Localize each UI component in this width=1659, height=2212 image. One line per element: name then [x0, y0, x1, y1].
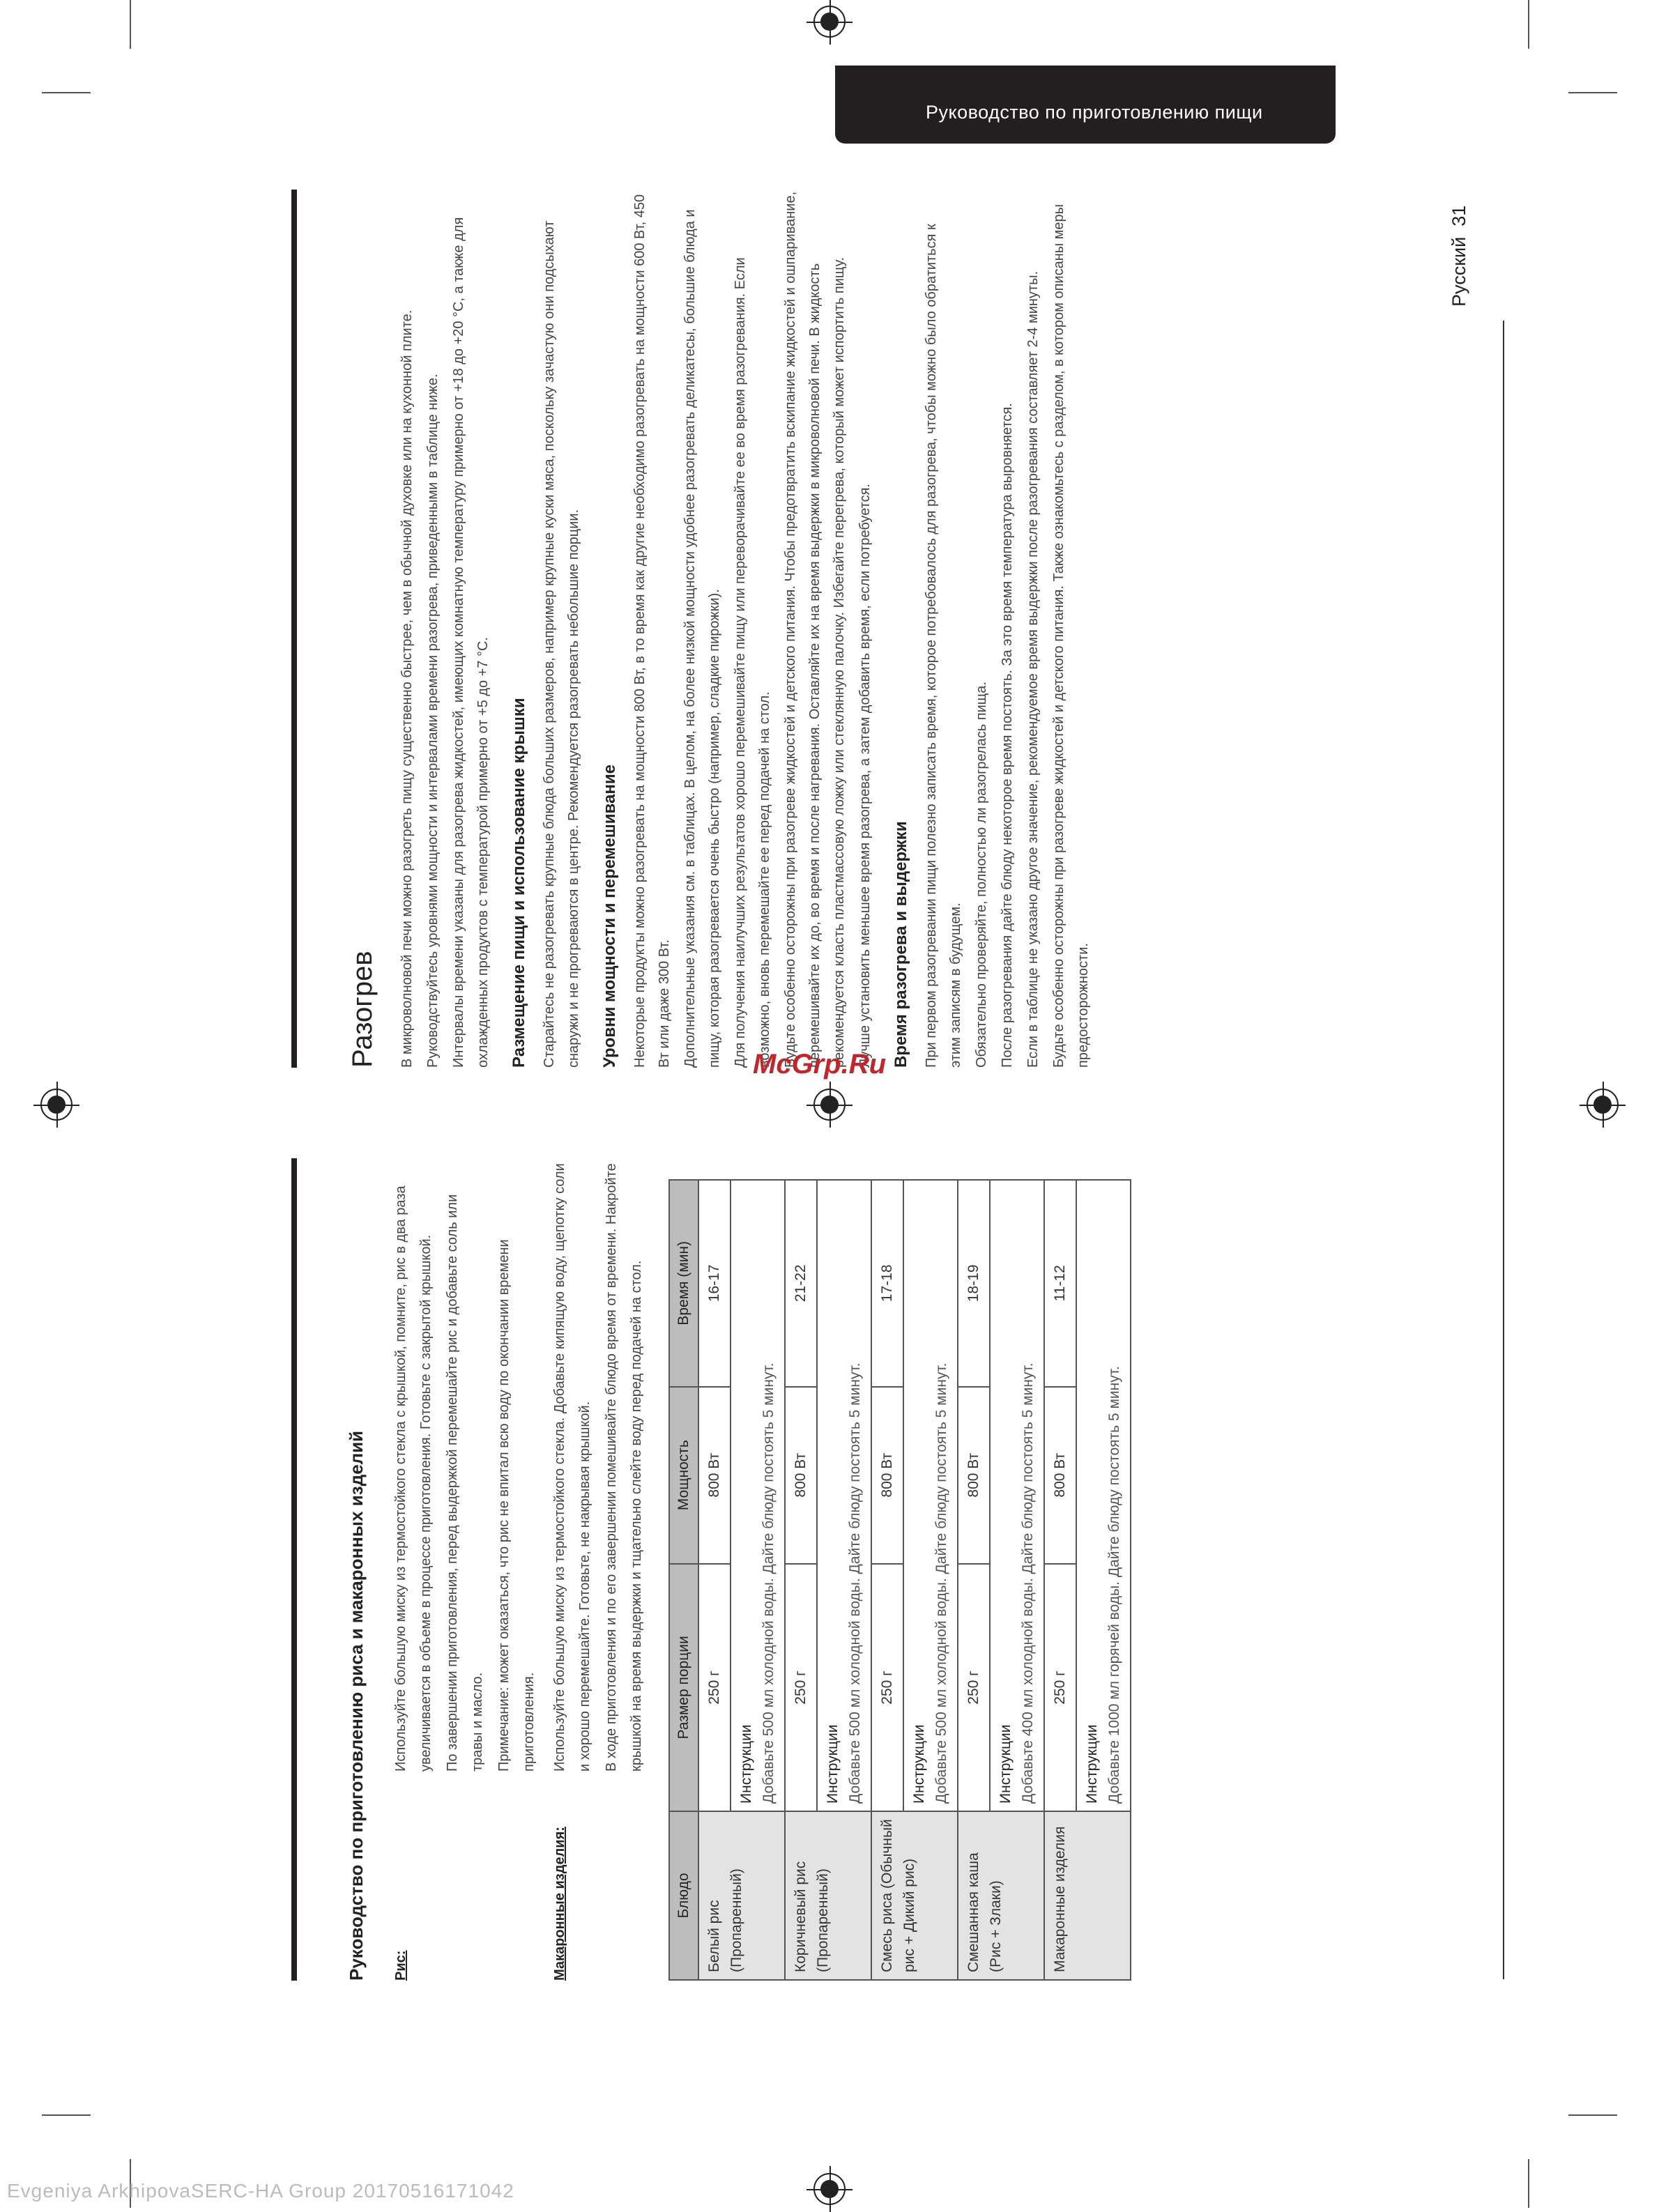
crop-mark: [1528, 2159, 1529, 2208]
crop-mark: [42, 92, 91, 93]
pasta-definition: [547, 1158, 650, 1981]
dish-cell: Смешанная каша (Рис + Злаки): [958, 1811, 1044, 1980]
time-cell: 16-17: [698, 1180, 731, 1387]
instructions-cell: [817, 1180, 871, 1811]
intro-paragraph: В микроволновой печи можно разогреть пищу существенно быстрее, чем в обычной духовке или на кухонной плите.: [399, 309, 415, 1068]
instructions-text: Добавьте 400 мл холодной воды. Дайте блюду постоять 5 минут.: [1020, 1362, 1036, 1804]
header-time: Время (мин): [669, 1180, 698, 1387]
instructions-text: Добавьте 500 мл холодной воды. Дайте блюду постоять 5 минут.: [847, 1362, 863, 1804]
section-paragraph: Для получения наилучших результатов хорошо перемешивайте пищу или переворачивайте ее во время разогревания. Если возможно, вновь перемешайте ее перед подачей на стол.: [733, 257, 772, 1068]
registration-mark-icon: [1587, 1089, 1619, 1121]
pasta-line: В ходе приготовления и по его завершении помешивайте блюдо время от времени. Накройте крышкой на время выдержки и тщательно слейте воду перед подачей на стол.: [604, 1163, 644, 1772]
table-row: [698, 1180, 731, 1980]
section-paragraph: При первом разогревании пищи полезно записать время, которое потребовалось для разогрева, чтобы можно было обратиться к этим записям в будущем.: [924, 224, 963, 1068]
dish-cell: Макаронные изделия: [1044, 1811, 1131, 1980]
instructions-cell: [731, 1180, 785, 1811]
table-row: [1044, 1180, 1076, 1980]
section-paragraph: После разогревания дайте блюду некоторое время постоять. За это время температура выровняется.: [1000, 403, 1015, 1068]
header-title: Руководство по приготовлению пищи: [926, 102, 1263, 123]
rice-definition: [388, 1158, 543, 1981]
section-paragraph: Будьте особенно осторожны при разогреве жидкостей и детского питания. Чтобы предотвратить вскипание жидкостей и ошпаривание, перемешивайте их до, во время и после нагревания. Оставляйте их на время выдержки в микроволновой печи. В жидкость рекомендуется класть пластмассовую ложку или стеклянную палочку. Избегайте перегрева, который может испортить пищу.: [783, 191, 847, 1068]
crop-mark: [42, 2114, 91, 2116]
section-paragraph: Дополнительные указания см. в таблицах. В целом, на более низкой мощности удобнее разогревать деликатесы, большие блюда и пищу, которая разогревается очень быстро (например, сладкие пирожки).: [682, 209, 722, 1068]
power-cell: 800 Вт: [1044, 1387, 1076, 1564]
section-paragraph: Лучше установить меньшее время разогрева, а затем добавить время, если потребуется.: [857, 484, 873, 1068]
rotated-content: [291, 183, 1372, 1981]
page-language: Русский: [1448, 236, 1469, 307]
rice-line: По завершении приготовления, перед выдержкой перемешайте рис и добавьте соль или травы и масло.: [445, 1194, 485, 1772]
table-row: [871, 1180, 903, 1980]
section-paragraph: Некоторые продукты можно разогревать на мощности 800 Вт, в то время как другие необходимо разогревать на мощности 600 Вт, 450 Вт или даже 300 Вт.: [632, 194, 672, 1068]
table-row: [958, 1180, 990, 1980]
portion-cell: 250 г: [958, 1564, 990, 1811]
time-cell: 18-19: [958, 1180, 990, 1387]
site-watermark: McGrp.Ru: [753, 1049, 887, 1080]
instructions-label: Инструкции: [825, 1724, 841, 1804]
intro-paragraph: Интервалы времени указаны для разогрева жидкостей, имеющих комнатную температуру примерно от +18 до +20 °C, а также для охлажденных продуктов с температурой примерно от +5 до +7 °C.: [451, 217, 491, 1068]
intro-paragraph: Руководствуйтесь уровнями мощности и интервалами времени разогрева, приведенными в таблице ниже.: [425, 374, 441, 1068]
instructions-label: Инструкции: [1084, 1724, 1100, 1804]
time-cell: 11-12: [1044, 1180, 1076, 1387]
registration-mark-icon: [813, 6, 846, 38]
rice-line: Используйте большую миску из термостойкого стекла с крышкой, помните, рис в два раза увеличивается в объеме в процессе приготовления. Готовьте с закрытой крышкой.: [393, 1185, 434, 1772]
crop-mark: [1568, 92, 1617, 93]
power-cell: 800 Вт: [871, 1387, 903, 1564]
pasta-line: Используйте большую миску из термостойкого стекла. Добавьте кипящую воду, щепотку соли и хорошо перемешайте. Готовьте, не накрывая крышкой.: [552, 1163, 592, 1772]
section-paragraph: Обязательно проверяйте, полностью ли разогрелась пища.: [974, 682, 989, 1068]
rice-pasta-title: Руководство по приготовлению риса и макаронных изделий: [346, 1430, 367, 1981]
dish-cell: Коричневый рис (Пропаренный): [785, 1811, 871, 1980]
instructions-label: Инструкции: [911, 1724, 927, 1804]
portion-cell: 250 г: [871, 1564, 903, 1811]
time-cell: 17-18: [871, 1180, 903, 1387]
crop-mark: [130, 0, 131, 49]
instructions-label: Инструкции: [738, 1724, 754, 1804]
right-column-bar: [291, 190, 297, 1068]
header-dish: Блюдо: [669, 1811, 698, 1980]
instructions-text: Добавьте 1000 мл горячей воды. Дайте блюду постоять 5 минут.: [1106, 1366, 1122, 1804]
crop-mark: [1528, 0, 1529, 49]
page-number-value: 31: [1448, 205, 1469, 226]
header-power: Мощность: [669, 1387, 698, 1564]
table-row: [785, 1180, 817, 1980]
section-paragraph: Если в таблице не указано другое значение, рекомендуемое время выдержки после разогревания составляет 2-4 минуты.: [1025, 270, 1041, 1068]
section-heading: Время разогрева и выдержки: [892, 821, 910, 1068]
header-portion: Размер порции: [669, 1564, 698, 1811]
portion-cell: 250 г: [1044, 1564, 1076, 1811]
power-cell: 800 Вт: [785, 1387, 817, 1564]
reheating-column: [333, 190, 1097, 1068]
time-cell: 21-22: [785, 1180, 817, 1387]
section-heading: Размещение пищи и использование крышки: [510, 698, 528, 1068]
page-rule: [1503, 321, 1504, 1979]
footer-watermark: Evgeniya ArkhipovaSERC-HA Group 20170516171042: [7, 2180, 514, 2202]
power-cell: 800 Вт: [958, 1387, 990, 1564]
registration-mark-icon: [40, 1089, 72, 1121]
instructions-cell: [903, 1180, 958, 1811]
portion-cell: 250 г: [785, 1564, 817, 1811]
cooking-table: [668, 1179, 1131, 1981]
dish-cell: Белый рис (Пропаренный): [698, 1811, 785, 1980]
left-column-bar: [291, 1158, 297, 1981]
pasta-term: Макаронные изделия:: [552, 1827, 567, 1981]
rice-term: Рис:: [393, 1950, 408, 1981]
instructions-text: Добавьте 500 мл холодной воды. Дайте блюду постоять 5 минут.: [760, 1362, 777, 1804]
portion-cell: 250 г: [698, 1564, 731, 1811]
page-number: [1448, 195, 1474, 307]
section-paragraph: Старайтесь не разогревать крупные блюда больших размеров, например крупные куски мяса, поскольку зачастую они подсыхают снаружи и не прогреваются в центре. Рекомендуется разогревать небольшие порции.: [542, 220, 581, 1068]
instructions-cell: [1076, 1180, 1131, 1811]
instructions-cell: [990, 1180, 1044, 1811]
power-cell: 800 Вт: [698, 1387, 731, 1564]
reheating-title: Разогрев: [347, 951, 378, 1068]
instructions-label: Инструкции: [997, 1724, 1014, 1804]
section-paragraph: Будьте особенно осторожны при разогреве жидкостей и детского питания. Также ознакомьтесь с разделом, в котором описаны меры предосторожности.: [1051, 203, 1091, 1068]
table-header-row: [669, 1180, 698, 1980]
rice-pasta-column: [333, 1158, 1131, 1981]
section-heading: Уровни мощности и перемешивание: [600, 765, 619, 1068]
rice-line: Примечание: может оказаться, что рис не впитал всю воду по окончании времени приготовления.: [496, 1239, 537, 1772]
instructions-text: Добавьте 500 мл холодной воды. Дайте блюду постоять 5 минут.: [933, 1362, 949, 1804]
dish-cell: Смесь риса (Обычный рис + Дикий рис): [871, 1811, 958, 1980]
section-header-tab: [835, 66, 1336, 144]
registration-mark-icon: [813, 2173, 846, 2205]
crop-mark: [1568, 2114, 1617, 2116]
